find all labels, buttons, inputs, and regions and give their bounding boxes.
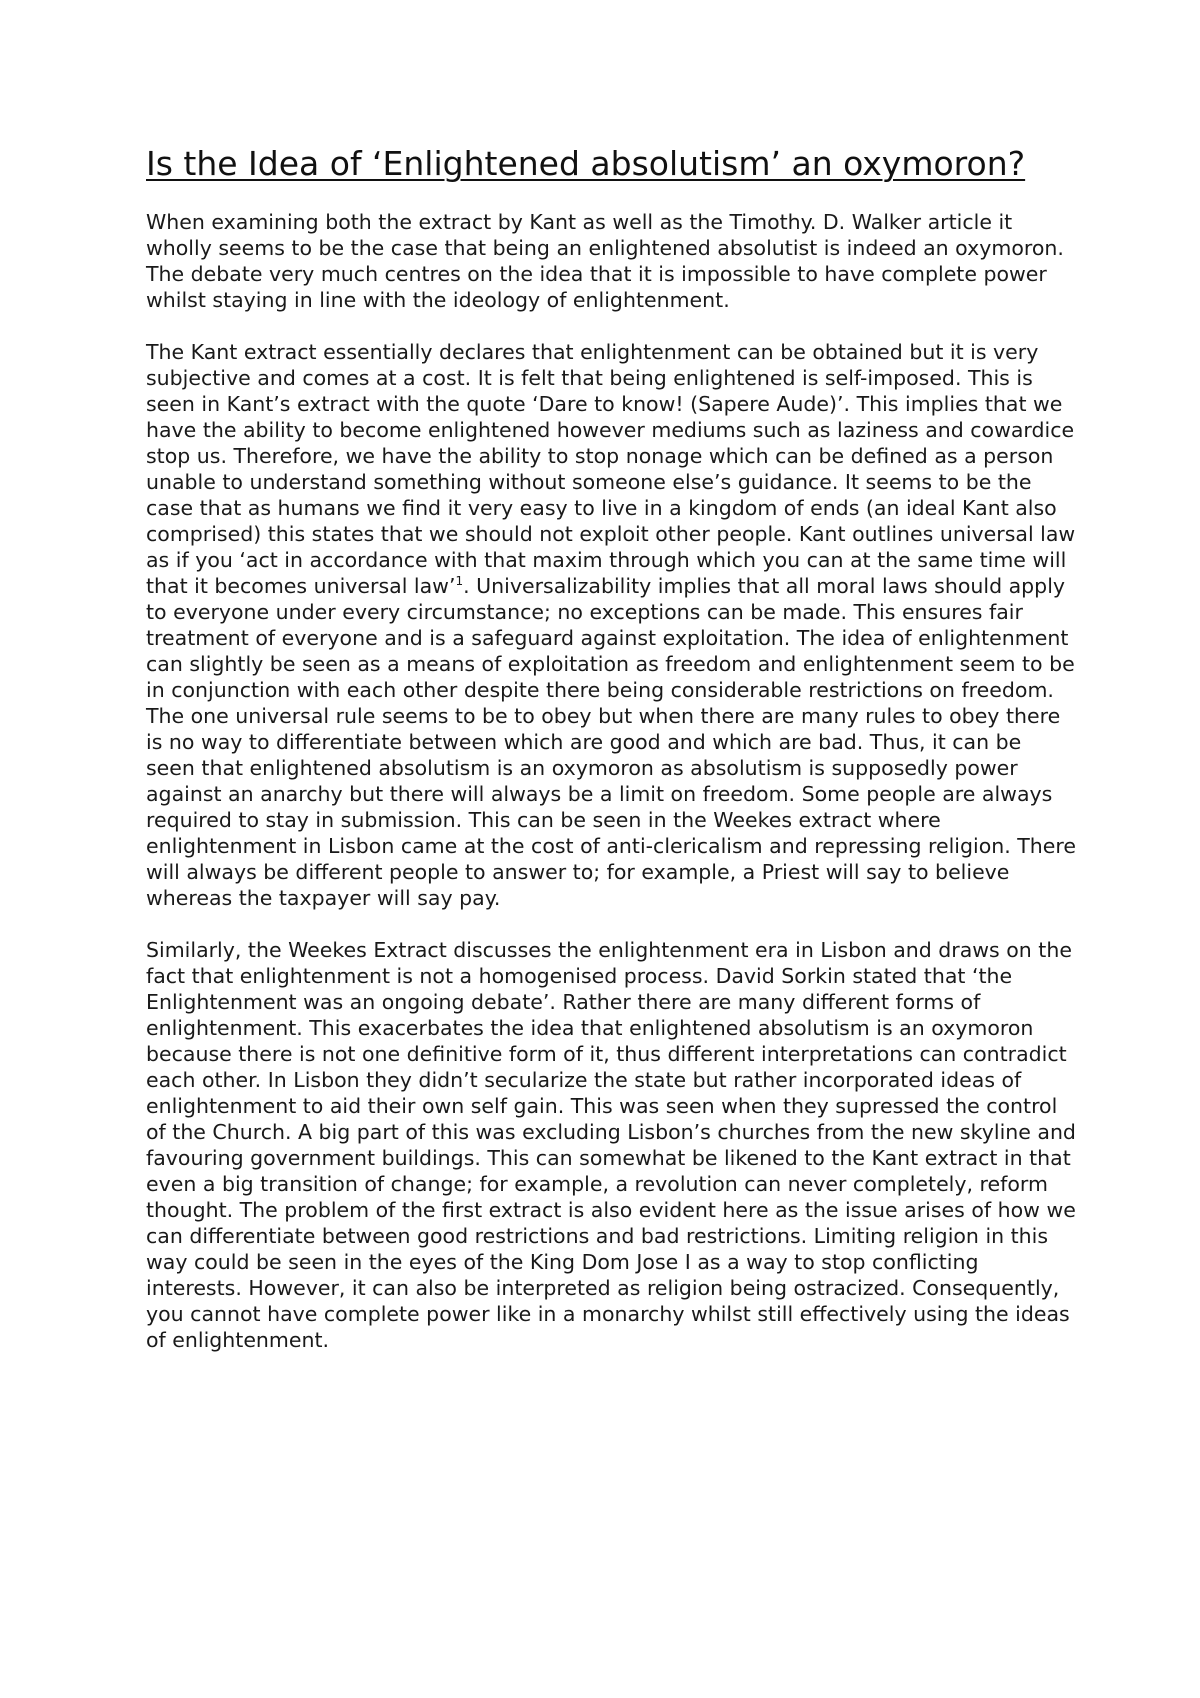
- paragraph-kant-extract: [146, 339, 1076, 911]
- document-body: [146, 142, 1076, 1353]
- paragraph-introduction: When examining both the extract by Kant as well as the Timothy. D. Walker article it wholly seems to be the case that being an enlightened absolutist is indeed an oxymoron. The debate very much centres on the idea that it is impossible to have complete power whilst staying in line with the ideology of enlightenment.: [146, 210, 1064, 312]
- paragraph-kant-text-part1: The Kant extract essentially declares that enlightenment can be obtained but it is very subjective and comes at a cost. It is felt that being enlightened is self-imposed. This is seen in Kant’s extract with the quote ‘Dare to know! (Sapere Aude)’. This implies that we have the ability to become enlightened however mediums such as laziness and cowardice stop us. Therefore, we have the ability to stop nonage which can be defined as a person unable to understand something without someone else’s guidance. It seems to be the case that as humans we find it very easy to live in a kingdom of ends (an ideal Kant also comprised) this states that we should not exploit other people. Kant outlines universal law as if you ‘act in accordance with that maxim through which you can at the same time will that it becomes universal law’: [146, 340, 1076, 598]
- essay-title: Is the Idea of ‘Enlightened absolutism’ an oxymoron?: [146, 144, 1026, 183]
- paragraph-weekes-extract: Similarly, the Weekes Extract discusses the enlightenment era in Lisbon and draws on the fact that enlightenment is not a homogenised process. David Sorkin stated that ‘the Enlightenment was an ongoing debate’. Rather there are many different forms of enlightenment. This exacerbates the idea that enlightened absolutism is an oxymoron because there is not one definitive form of it, thus different interpretations can contradict each other. In Lisbon they didn’t secularize the state but rather incorporated ideas of enlightenment to aid their own self gain. This was seen when they supressed the control of the Church. A big part of this was excluding Lisbon’s churches from the new skyline and favouring government buildings. This can somewhat be likened to the Kant extract in that even a big transition of change; for example, a revolution can never completely, reform thought. The problem of the first extract is also evident here as the issue arises of how we can differentiate between good restrictions and bad restrictions. Limiting religion in this way could be seen in the eyes of the King Dom Jose I as a way to stop conflicting interests. However, it can also be interpreted as religion being ostracized. Consequently, you cannot have complete power like in a monarchy whilst still effectively using the ideas of enlightenment.: [146, 938, 1076, 1352]
- footnote-marker[interactable]: 1: [455, 574, 464, 589]
- paragraph-kant-text-part2: . Universalizability implies that all moral laws should apply to everyone under every circumstance; no exceptions can be made. This ensures fair treatment of everyone and is a safeguard against exploitation. The idea of enlightenment can slightly be seen as a means of exploitation as freedom and enlightenment seem to be in conjunction with each other despite there being considerable restrictions on freedom. The one universal rule seems to be to obey but when there are many rules to obey there is no way to differentiate between which are good and which are bad. Thus, it can be seen that enlightened absolutism is an oxymoron as absolutism is supposedly power against an anarchy but there will always be a limit on freedom. Some people are always required to stay in submission. This can be seen in the Weekes extract where enlightenment in Lisbon came at the cost of anti-clericalism and repressing religion. There will always be different people to answer to; for example, a Priest will say to believe whereas the taxpayer will say pay.: [146, 574, 1076, 910]
